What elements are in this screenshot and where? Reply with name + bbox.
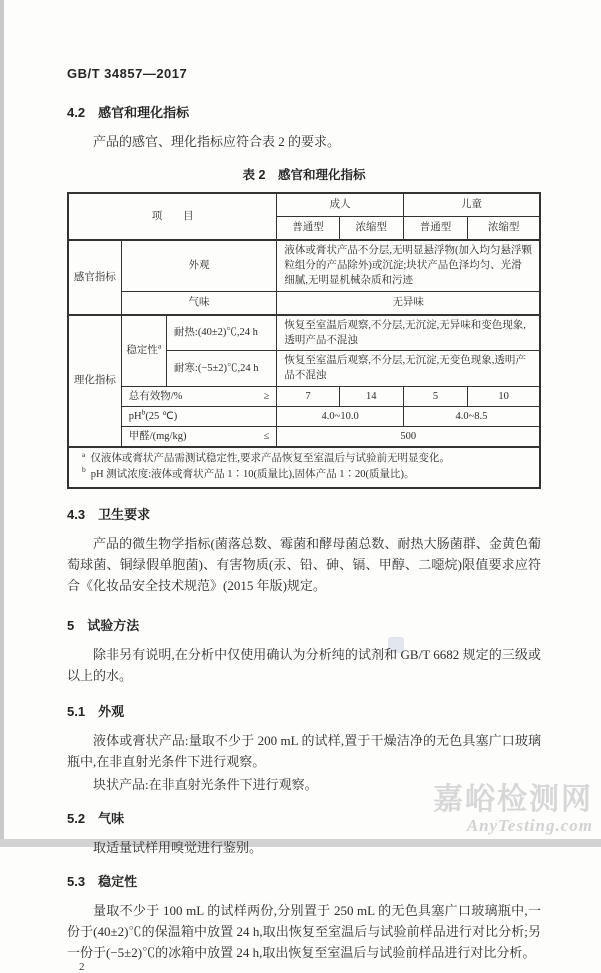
table-footnotes: [68, 447, 540, 488]
group-sensory: 感官指标: [68, 240, 121, 315]
header-type-3: 普通型: [403, 217, 467, 241]
value-active-child-concentrated: 10: [468, 386, 540, 406]
value-ph-adult: 4.0~10.0: [277, 406, 404, 426]
section-title: 卫生要求: [98, 506, 151, 522]
paragraph-5-1b: 块状产品:在非直射光条件下进行观察。: [93, 776, 318, 792]
section-number: 4.3: [67, 506, 86, 522]
section-number: 5.2: [67, 810, 86, 826]
footnote-b: [82, 467, 531, 483]
row-heat-resistance: [68, 315, 540, 351]
value-formaldehyde: 500: [277, 426, 540, 447]
value-odor: 无异味: [277, 291, 540, 315]
footnote-b-mark: b: [82, 465, 86, 475]
watermark-site-name: 嘉峪检测网: [433, 782, 593, 816]
section-title: 气味: [98, 810, 125, 826]
label-heat: 耐热:(40±2)℃,24 h: [166, 315, 276, 351]
label-active-matter: [121, 386, 277, 406]
row-odor: [68, 291, 540, 315]
section-heading-4-3: [67, 504, 541, 523]
table-caption: 表 2 感官和理化指标: [242, 168, 366, 182]
ph-footnote-mark: b: [141, 407, 146, 417]
page-number: 2: [79, 960, 85, 973]
gte-symbol: ≥: [263, 390, 270, 402]
row-appearance: [68, 240, 540, 291]
value-active-adult-ordinary: 7: [277, 386, 339, 406]
paragraph-5: 除非另有说明,在分析中仅使用确认为分析纯的试剂和 GB/T 6682 规定的三级或以上的水。: [67, 646, 541, 683]
header-type-1: 普通型: [277, 217, 339, 241]
section-number: 5.1: [67, 703, 86, 719]
value-appearance: 液体或膏状产品不分层,无明显悬浮物(加入均匀悬浮颗粒组分的产品除外)或沉淀;块状产品色泽均匀、光滑细腻,无明显机械杂质和污迹: [277, 240, 540, 291]
label-appearance: 外观: [121, 240, 277, 291]
label-formaldehyde: [121, 426, 277, 447]
label-cold: 耐寒:(−5±2)℃,24 h: [166, 351, 276, 386]
section-number: 5.3: [67, 873, 86, 889]
footnote-b-text: pH 测试浓度:液体或膏状产品 1∶10(质量比),固体产品 1∶20(质量比)。: [90, 468, 415, 480]
header-type-2: 浓缩型: [339, 217, 403, 241]
value-ph-child: 4.0~8.5: [403, 406, 540, 426]
paragraph-5-1a: 液体或膏状产品:量取不少于 200 mL 的试样,置于干燥洁净的无色具塞广口玻璃瓶中,在非直射光条件下进行观察。: [67, 732, 541, 769]
row-active-matter: [68, 386, 540, 406]
table-header-row-1: [68, 193, 540, 217]
section-heading-5: [67, 615, 541, 634]
paragraph-5-2: 取适量试样用嗅觉进行鉴别。: [93, 839, 263, 855]
watermark-site-url: AnyTesting.com: [466, 816, 593, 836]
section-heading-5-2: [67, 808, 541, 827]
section-title: 试验方法: [87, 617, 140, 633]
stability-footnote-mark: a: [157, 341, 162, 351]
value-heat: 恢复至室温后观察,不分层,无沉淀,无异味和变色现象,透明产品不混浊: [277, 315, 540, 351]
label-ph: [121, 406, 277, 426]
value-active-child-ordinary: 5: [403, 386, 467, 406]
row-ph: [68, 406, 540, 426]
section-title: 稳定性: [98, 873, 138, 889]
lte-symbol: ≤: [263, 430, 270, 442]
active-matter-text: 总有效物/%: [128, 390, 183, 402]
header-adult: 成人: [277, 193, 404, 217]
standard-number: GB/T 34857—2017: [67, 66, 188, 81]
footnote-a-mark: a: [82, 449, 86, 459]
header-child: 儿童: [403, 193, 540, 217]
footnote-a-text: 仅液体或膏状产品需测试稳定性,要求产品恢复至室温后与试验前无明显变化。: [90, 453, 450, 465]
group-physchem: 理化指标: [68, 315, 121, 448]
section-title: 外观: [98, 703, 125, 719]
footnote-a: [82, 451, 531, 467]
section-title: 感官和理化指标: [98, 105, 190, 120]
ph-condition: (25 ℃): [145, 410, 178, 422]
label-odor: 气味: [121, 291, 277, 315]
formaldehyde-text: 甲醛/(mg/kg): [128, 430, 187, 442]
section-number: 5: [67, 617, 75, 633]
row-footnotes: [68, 447, 540, 488]
value-cold: 恢复至室温后观察,不分层,无沉淀,无变色现象,透明产品不混浊: [277, 351, 540, 386]
header-item: 项 目: [68, 193, 277, 240]
indicators-table: [67, 192, 541, 489]
paragraph-4-2: 产品的感官、理化指标应符合表 2 的要求。: [93, 134, 341, 149]
section-heading-5-3: [67, 871, 541, 890]
paragraph-5-3: 量取不少于 100 mL 的试样两份,分别置于 250 mL 的无色具塞广口玻璃瓶中,一份于(40±2)℃的保温箱中放置 24 h,取出恢复至室温后与试验前样品进行对比分析;另一份于(−5±2)℃的冰箱中放置 24 h,取出恢复至室温后与试验前样品进行对比分析。: [67, 902, 541, 960]
paragraph-4-3: 产品的微生物学指标(菌落总数、霉菌和酵母菌总数、耐热大肠菌群、金黄色葡萄球菌、铜绿假单胞菌)、有害物质(汞、铅、砷、镉、甲醇、二噁烷)限值要求应符合《化妆品安全技术规范》(2015 年版)规定。: [67, 535, 541, 593]
label-stability: [121, 315, 166, 386]
section-number: 4.2: [67, 105, 86, 120]
row-formaldehyde: [68, 426, 540, 447]
header-type-4: 浓缩型: [468, 217, 540, 241]
section-heading-5-1: [67, 701, 541, 720]
stability-text: 稳定性: [126, 344, 158, 356]
section-heading-4-2: [67, 102, 541, 121]
value-active-adult-concentrated: 14: [339, 386, 403, 406]
ph-text: pH: [128, 410, 142, 422]
